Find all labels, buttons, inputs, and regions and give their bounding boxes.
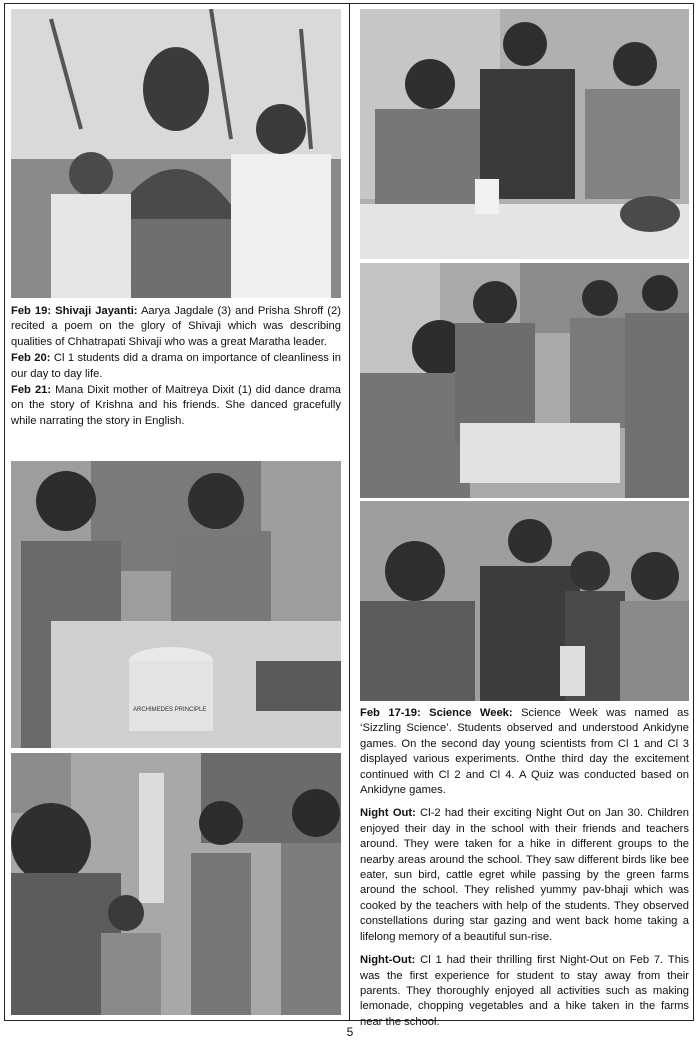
science-heading: Feb 17-19: Science Week: [360, 707, 513, 719]
right-text-block [360, 706, 689, 1031]
left-text-block [11, 304, 341, 430]
page-number: 5 [346, 1025, 354, 1039]
drama-heading: Feb 20: [11, 352, 51, 365]
dance-body: Mana Dixit mother of Maitreya Dixit (1) did dance drama on the story of Krishna and his friends. She danced gracefully while narrating the story in English. [11, 384, 341, 427]
drama-body: Cl 1 students did a drama on importance of cleanliness in our day to day life. [11, 352, 341, 380]
dance-heading: Feb 21: [11, 384, 52, 397]
science-body: Science Week was named as ‘Sizzling Science’. Students observed and understood Ankidyne games. On the second day young scientists from Cl 1 and Cl 3 displayed various experiments. Onthe third day the excitement continued with Cl 2 and Cl 4. A Quiz was conducted based on Ankidyne games. [360, 707, 689, 797]
photo-science-demo [360, 263, 689, 498]
column-divider [349, 3, 350, 1021]
night-out-cl2-body: Cl-2 had their exciting Night Out on Jan 30. Children enjoyed their day in the school with their friends and teachers around. They were taken for a hike in different groups to the nearby areas around the school. They saw different birds like bee eater, sun bird, cattle egret while passing by the green farms around the school. They relished yummy pav-bhaji which was cooked by the teachers with help of the students. They observed constellations during star gazing and went back home taking a lifelong memory of a beautiful sun-rise. [360, 807, 689, 943]
night-out-cl1-body: Cl 1 had their thrilling first Night-Out on Feb 7. This was the first experience for student to stay away from their parents. They thoroughly enjoyed all activities such as making lemonade, chopping vegetables and a hike taken in the farms near the school. [360, 954, 689, 1028]
bust-plaque-text: • [129, 285, 132, 291]
shivaji-body: Aarya Jagdale (3) and Prisha Shroff (2) recited a poem on the glory of Shivaji which was describing qualities of Chhatrapati Shivaji who was a great Maratha leader. [11, 305, 341, 348]
night-out-cl1-heading: Night-Out: [360, 954, 416, 967]
photo-water-bottles [11, 753, 341, 1015]
photo-archimedes-experiment [11, 461, 341, 748]
photo-science-table [360, 9, 689, 259]
shivaji-heading: Feb 19: Shivaji Jayanti: [11, 305, 138, 317]
photo-students-group [360, 501, 689, 701]
night-out-cl2-heading: Night Out: [360, 807, 416, 820]
photo-shivaji-bust [11, 9, 341, 298]
poster-label: ARCHIMEDES PRINCIPLE [133, 707, 207, 713]
